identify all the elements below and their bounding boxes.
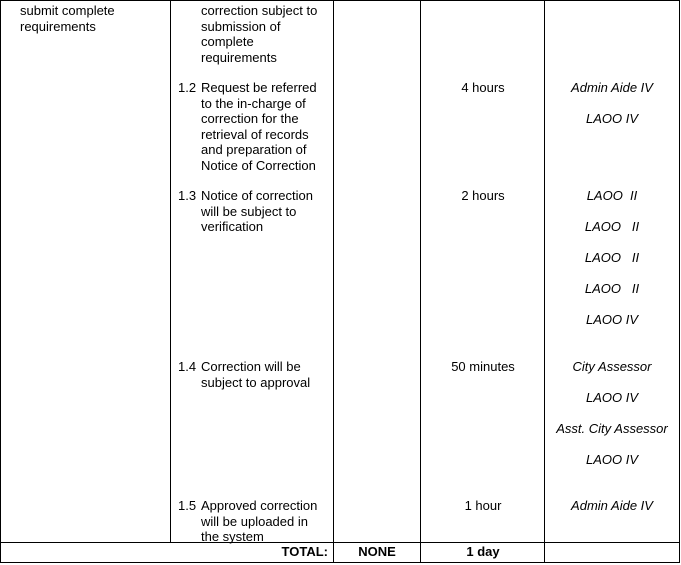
person-responsible: LAOO II [586,188,638,203]
processing-time-1-4: 50 minutes [451,359,515,374]
person-responsible: LAOO II [584,250,640,265]
person-responsible: LAOO IV [585,452,639,467]
total-label: TOTAL: [281,544,328,559]
person-responsible: LAOO II [584,219,640,234]
agency-step-text: Notice of correction will be subject to verification [201,188,313,234]
person-responsible: LAOO IV [585,390,639,405]
persons-responsible-1-4 [545,359,679,483]
processing-time-1-3: 2 hours [461,188,505,203]
column-divider-2 [333,0,334,563]
total-fees: NONE [358,544,396,559]
agency-step-text: correction subject to submission of complete requirements [201,3,318,65]
agency-step-text: Correction will be subject to approval [201,359,311,390]
total-processing-time: 1 day [466,544,500,559]
persons-responsible-1-5 [545,498,679,529]
agency-step-text: Request be referred to the in-charge of correction for the retrieval of records and preparation of Notice of Correction [201,80,317,173]
processing-time-1-5: 1 hour [464,498,502,513]
person-responsible: Admin Aide IV [571,80,653,95]
step-number: 1.2 [178,80,197,95]
step-number: 1.3 [178,188,197,203]
person-responsible: Admin Aide IV [571,498,653,513]
person-responsible: LAOO IV [585,111,639,126]
column-divider-1 [170,0,171,543]
step-number: 1.5 [178,498,197,513]
processing-time-1-2: 4 hours [461,80,505,95]
step-number: 1.4 [178,359,197,374]
person-responsible: LAOO II [584,281,640,296]
persons-responsible-1-3 [545,188,679,343]
person-responsible: Asst. City Assessor [556,421,668,436]
agency-step-text: Approved correction will be uploaded in the system [201,498,318,544]
persons-responsible-1-2 [545,80,679,142]
person-responsible: City Assessor [572,359,652,374]
client-steps-cell: submit complete requirements [20,3,115,34]
total-row-divider [0,542,680,543]
person-responsible: LAOO IV [585,312,639,327]
